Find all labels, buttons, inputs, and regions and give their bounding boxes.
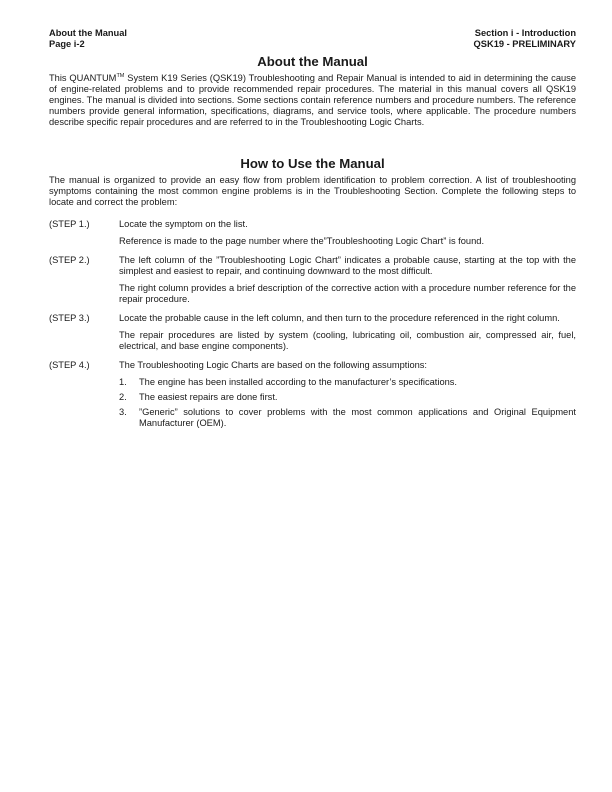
step-content — [119, 219, 576, 247]
step-paragraph: The repair procedures are listed by system (cooling, lubricating oil, combustion air, compressed air, fuel, electrical, and base engine components). — [119, 330, 576, 351]
step-label: (STEP 2.) — [49, 255, 90, 265]
step-item — [49, 255, 576, 305]
header-page-number: Page i-2 — [49, 39, 85, 49]
header-left — [49, 28, 127, 50]
assumption-item — [119, 392, 576, 403]
step-item — [49, 313, 576, 352]
header-engine-status: QSK19 - PRELIMINARY — [473, 39, 576, 49]
assumption-text: The easiest repairs are done first. — [139, 392, 278, 402]
about-para-rest: System K19 Series (QSK19) Troubleshooting and Repair Manual is intended to aid in determining the cause of engine-related problems and to provide recommended repair procedures. The material in this manual covers all QSK19 engines. The manual is divided into sections. Some sections contain reference numbers and procedure numbers. The reference numbers provide general information, specifications, diagrams, and service tools, where applicable. The procedure numbers describe specific repair procedures and are referred to in the Troubleshooting Logic Charts. — [49, 73, 576, 127]
step-item — [49, 360, 576, 429]
page-header — [49, 28, 576, 50]
step-content — [119, 360, 576, 429]
step-paragraph: The Troubleshooting Logic Charts are based on the following assumptions: — [119, 360, 428, 370]
step-paragraph: Reference is made to the page number where the”Troubleshooting Logic Chart” is found. — [119, 236, 485, 246]
assumption-text: The engine has been installed according to the manufacturer’s specifications. — [139, 377, 458, 387]
assumption-text: ”Generic” solutions to cover problems with the most common applications and Original Equipment Manufacturer (OEM). — [139, 407, 576, 428]
header-section-title: About the Manual — [49, 28, 127, 38]
steps-list — [49, 219, 576, 429]
manual-page — [49, 28, 576, 429]
step-label: (STEP 1.) — [49, 219, 90, 229]
step-paragraph: The left column of the ”Troubleshooting Logic Chart” indicates a probable cause, starting at the top with the simplest and easiest to repair, and continuing downward to the most difficult. — [119, 255, 576, 276]
header-right — [474, 28, 576, 50]
assumption-number: 2. — [119, 392, 127, 402]
step-item — [49, 219, 576, 247]
step-paragraph: The right column provides a brief description of the corrective action with a procedure number reference for the repair procedure. — [119, 283, 576, 304]
step-paragraph: Locate the symptom on the list. — [119, 219, 248, 229]
step-content — [119, 255, 576, 305]
about-para-prefix: This QUANTUM — [49, 73, 117, 83]
assumption-number: 1. — [119, 377, 127, 387]
assumption-item — [119, 377, 576, 388]
about-heading: About the Manual — [257, 54, 368, 69]
step-label: (STEP 3.) — [49, 313, 90, 323]
assumption-number: 3. — [119, 407, 127, 417]
trademark-mark: TM — [116, 72, 125, 79]
step-label: (STEP 4.) — [49, 360, 90, 370]
how-to-intro: The manual is organized to provide an easy flow from problem identification to problem correction. A list of troubleshooting symptoms containing the most common engine problems is in the Troubleshooting Section. Complete the following steps to locate and correct the problem: — [49, 175, 576, 207]
step-paragraph: Locate the probable cause in the left column, and then turn to the procedure referenced in the right column. — [119, 313, 560, 323]
header-section-name: Section i - Introduction — [474, 28, 576, 38]
about-paragraph — [49, 73, 576, 128]
assumption-item — [119, 407, 576, 429]
how-to-heading: How to Use the Manual — [240, 156, 385, 171]
step-content — [119, 313, 576, 352]
assumptions-list — [119, 377, 576, 429]
